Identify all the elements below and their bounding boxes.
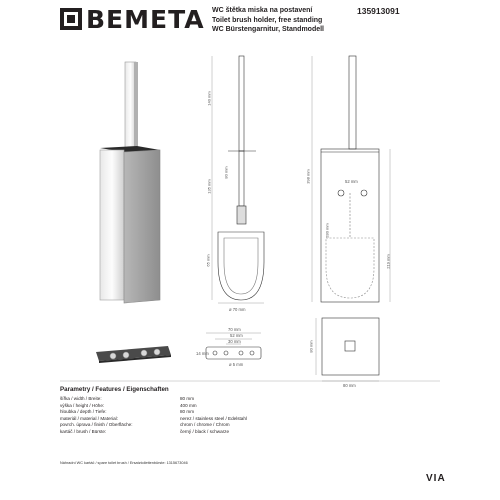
param-row xyxy=(60,429,460,436)
side-inner-dim: 280 mm xyxy=(324,223,330,238)
param-value: 400 mm xyxy=(180,402,197,408)
product-code: 135913091 xyxy=(357,6,400,16)
spare-part-note: Náhradní WC kartáč / spare toilet brush / Ersatztoilettenbürste: 1315673046 xyxy=(60,461,188,465)
series-name: VIA xyxy=(426,473,446,484)
bracket-w1-dim: 70 mm xyxy=(228,327,241,332)
bracket-hole-dim: ø 5 mm xyxy=(229,362,244,367)
side-base-dim: 219 mm xyxy=(385,254,391,269)
side-total-dim: 398 mm xyxy=(305,169,311,184)
plan-view-drawing xyxy=(316,318,379,381)
param-label: šířka / width / Breite: xyxy=(60,396,102,401)
parameters-table xyxy=(60,396,460,435)
param-value: 80 mm xyxy=(180,409,195,414)
front-total-dim: 80 mm xyxy=(223,166,229,179)
param-value: chrom / chrome / Chrom xyxy=(180,422,230,427)
param-label: hloubka / depth / Tiefe: xyxy=(60,409,107,414)
brand-name: BEMETA xyxy=(86,4,205,34)
title-en: Toilet brush holder, free standing xyxy=(212,16,323,24)
param-label: kartáč / brush / Bürste: xyxy=(60,428,107,434)
product-render xyxy=(100,62,160,303)
param-value: nerez / stainless steel / Edelstahl xyxy=(180,415,247,421)
param-label: materiál / material / Material: xyxy=(60,415,118,421)
bracket-h-dim: 14 mm xyxy=(196,351,209,356)
param-value: 80 mm xyxy=(180,396,195,401)
param-value: černý / black / schwarze xyxy=(180,428,230,434)
title-cz: WC štětka miska na postavení xyxy=(212,7,313,14)
side-hole-dim: 52 mm xyxy=(345,179,358,184)
plan-width-dim: 80 mm xyxy=(343,383,356,388)
front-top-dim: 140 mm xyxy=(206,91,212,106)
front-dia-dim: ø 70 mm xyxy=(229,307,246,312)
front-mid-dim: 135 mm xyxy=(206,179,212,194)
title-de: WC Bürstengarnitur, Standmodell xyxy=(212,26,325,33)
param-label: povrch. úprava / finish / Oberfläche: xyxy=(60,422,133,427)
bracket-w3-dim: 30 mm xyxy=(228,339,241,344)
front-view-drawing xyxy=(212,56,264,303)
plan-depth-dim: 80 mm xyxy=(308,340,314,353)
bracket-w2-dim: 52 mm xyxy=(230,333,243,338)
param-label: výška / height / Höhe: xyxy=(60,402,105,408)
parameters-title: Parametry / Features / Eigenschaften xyxy=(60,386,169,393)
bracket-photo xyxy=(96,346,171,363)
front-bowl-dim: 65 mm xyxy=(205,254,211,267)
